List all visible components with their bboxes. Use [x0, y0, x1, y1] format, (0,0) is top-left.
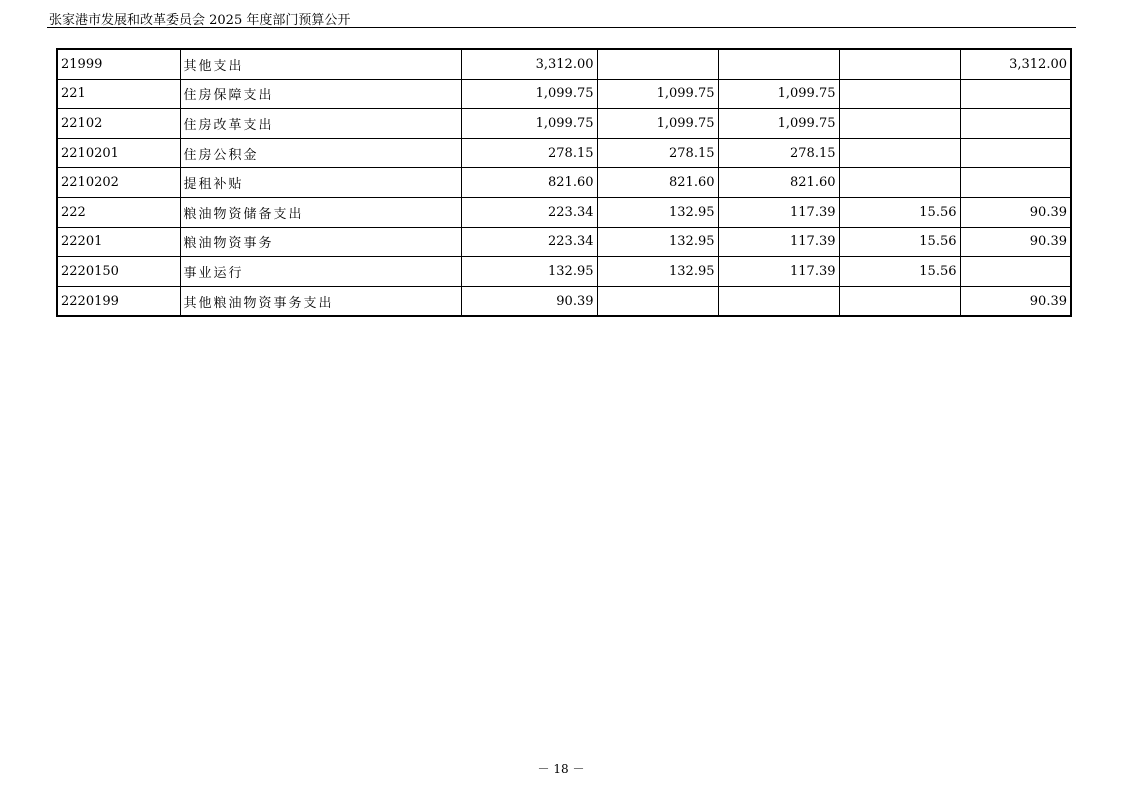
table-row — [57, 109, 1071, 139]
cell-amount-4: 90.39 — [960, 197, 1071, 227]
cell-function-code: 222 — [57, 197, 180, 227]
cell-amount-2: 278.15 — [718, 138, 839, 168]
cell-amount-1: 821.60 — [597, 168, 718, 198]
cell-function-code: 2220150 — [57, 257, 180, 287]
cell-amount-1 — [597, 49, 718, 79]
cell-amount-4 — [960, 138, 1071, 168]
cell-total: 223.34 — [461, 227, 597, 257]
cell-amount-2: 821.60 — [718, 168, 839, 198]
cell-amount-3: 15.56 — [839, 257, 960, 287]
cell-function-name: 粮油物资事务 — [180, 227, 461, 257]
cell-function-name: 粮油物资储备支出 — [180, 197, 461, 227]
header-divider — [47, 27, 1076, 28]
cell-function-name: 住房改革支出 — [180, 109, 461, 139]
cell-function-name: 住房保障支出 — [180, 79, 461, 109]
cell-amount-1 — [597, 286, 718, 316]
cell-amount-3 — [839, 286, 960, 316]
cell-amount-3 — [839, 168, 960, 198]
cell-function-name: 提租补贴 — [180, 168, 461, 198]
cell-amount-2 — [718, 49, 839, 79]
cell-function-code: 2210201 — [57, 138, 180, 168]
cell-amount-3 — [839, 109, 960, 139]
cell-total: 3,312.00 — [461, 49, 597, 79]
cell-total: 132.95 — [461, 257, 597, 287]
cell-amount-4: 90.39 — [960, 286, 1071, 316]
cell-function-code: 2220199 — [57, 286, 180, 316]
cell-function-code: 221 — [57, 79, 180, 109]
budget-table-body — [57, 49, 1071, 316]
cell-function-code: 2210202 — [57, 168, 180, 198]
cell-function-name: 其他支出 — [180, 49, 461, 79]
table-row — [57, 168, 1071, 198]
table-row — [57, 286, 1071, 316]
cell-total: 278.15 — [461, 138, 597, 168]
table-row — [57, 49, 1071, 79]
cell-amount-2: 1,099.75 — [718, 109, 839, 139]
cell-amount-2: 117.39 — [718, 227, 839, 257]
cell-amount-1: 1,099.75 — [597, 79, 718, 109]
cell-amount-1: 132.95 — [597, 227, 718, 257]
cell-amount-1: 1,099.75 — [597, 109, 718, 139]
table-row — [57, 197, 1071, 227]
cell-amount-3: 15.56 — [839, 197, 960, 227]
cell-amount-4 — [960, 109, 1071, 139]
page-number: － 18 － — [537, 762, 585, 776]
cell-total: 223.34 — [461, 197, 597, 227]
table-row — [57, 257, 1071, 287]
cell-amount-3: 15.56 — [839, 227, 960, 257]
cell-function-name: 住房公积金 — [180, 138, 461, 168]
cell-total: 821.60 — [461, 168, 597, 198]
table-row — [57, 79, 1071, 109]
cell-amount-4: 3,312.00 — [960, 49, 1071, 79]
cell-amount-4 — [960, 168, 1071, 198]
cell-total: 90.39 — [461, 286, 597, 316]
cell-amount-1: 132.95 — [597, 257, 718, 287]
cell-function-code: 21999 — [57, 49, 180, 79]
cell-amount-1: 278.15 — [597, 138, 718, 168]
table-row — [57, 227, 1071, 257]
cell-amount-4 — [960, 257, 1071, 287]
cell-function-code: 22102 — [57, 109, 180, 139]
cell-amount-3 — [839, 138, 960, 168]
budget-table — [56, 48, 1072, 317]
cell-amount-2: 1,099.75 — [718, 79, 839, 109]
cell-total: 1,099.75 — [461, 109, 597, 139]
cell-amount-2: 117.39 — [718, 197, 839, 227]
cell-amount-4 — [960, 79, 1071, 109]
cell-amount-3 — [839, 79, 960, 109]
cell-total: 1,099.75 — [461, 79, 597, 109]
cell-amount-2 — [718, 286, 839, 316]
cell-amount-4: 90.39 — [960, 227, 1071, 257]
cell-amount-3 — [839, 49, 960, 79]
table-row — [57, 138, 1071, 168]
cell-function-code: 22201 — [57, 227, 180, 257]
cell-amount-2: 117.39 — [718, 257, 839, 287]
cell-function-name: 事业运行 — [180, 257, 461, 287]
cell-function-name: 其他粮油物资事务支出 — [180, 286, 461, 316]
document-header-title: 张家港市发展和改革委员会 2025 年度部门预算公开 — [49, 13, 351, 28]
cell-amount-1: 132.95 — [597, 197, 718, 227]
